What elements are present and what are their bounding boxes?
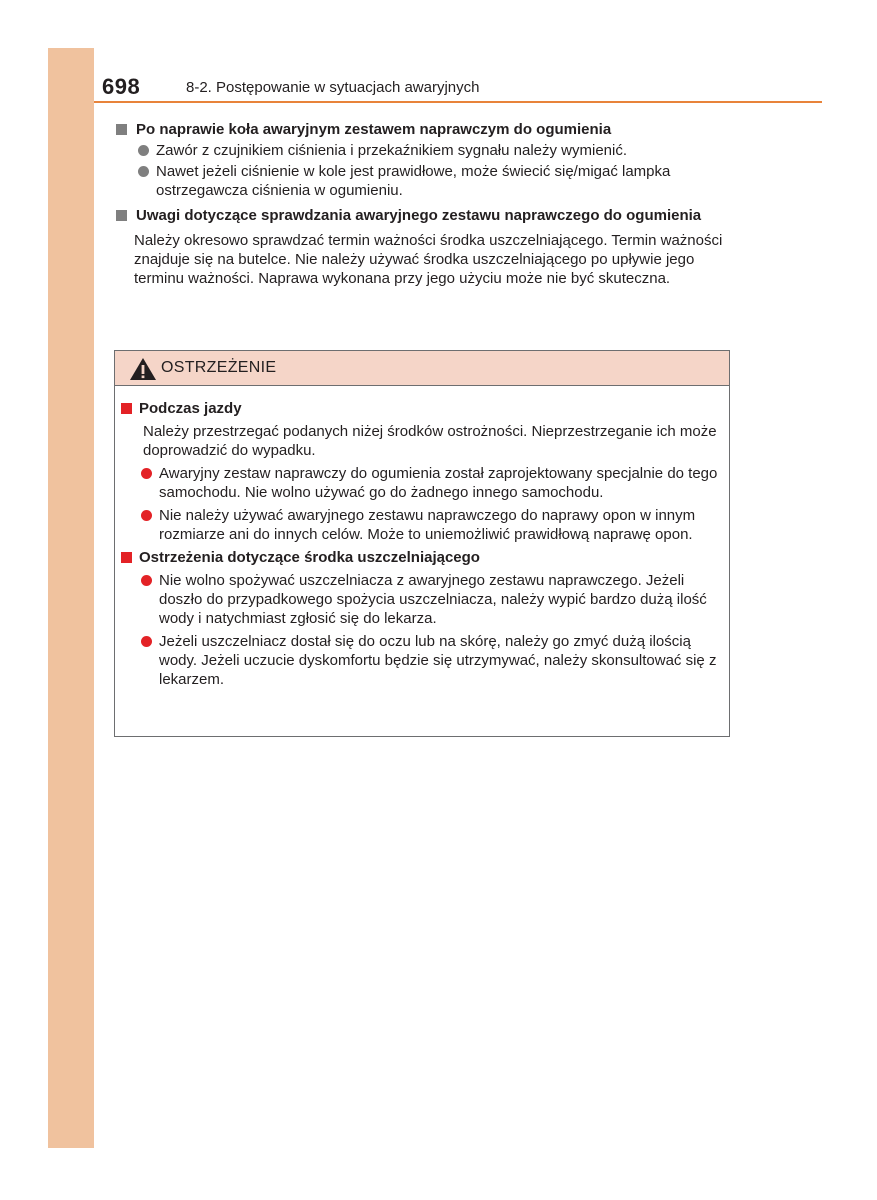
list-item: Nie wolno spożywać uszczelniacza z awaryjnego zestawu naprawczego. Jeżeli doszło do przypadkowego spożycia uszczelniacza, należy wypić bardzo dużą ilość wody i natychmiast zgłosić się do lekarza. (121, 571, 721, 628)
warning-body (121, 399, 721, 689)
section-heading: Po naprawie koła awaryjnym zestawem naprawczym do ogumienia (114, 120, 732, 139)
warning-box (114, 350, 730, 737)
warning-triangle-icon (129, 357, 157, 381)
section-paragraph: Należy okresowo sprawdzać termin ważności środka uszczelniającego. Termin ważności znajduje się na butelce. Nie należy używać środka uszczelniającego po upływie jego terminu ważności. Naprawa wykonana przy jego użyciu może nie być skuteczna. (134, 232, 723, 287)
list-item: Nawet jeżeli ciśnienie w kole jest prawidłowe, może świecić się/migać lampka ostrzegawcza ciśnienia w ogumieniu. (114, 162, 732, 200)
warning-heading: Podczas jazdy (121, 399, 721, 418)
red-bullet-icon (141, 468, 152, 479)
list-item: Zawór z czujnikiem ciśnienia i przekaźnikiem sygnału należy wymienić. (114, 141, 732, 160)
list-item: Awaryjny zestaw naprawczy do ogumienia został zaprojektowany specjalnie do tego samochodu. Nie wolno używać go do żadnego innego samochodu. (121, 464, 721, 502)
header-rule (94, 101, 822, 103)
warning-header (115, 351, 729, 386)
red-bullet-icon (141, 575, 152, 586)
red-square-icon (121, 403, 132, 414)
chapter-title: 8-2. Postępowanie w sytuacjach awaryjnych (186, 79, 480, 96)
red-square-icon (121, 552, 132, 563)
list-item: Nie należy używać awaryjnego zestawu naprawczego do naprawy opon w innym rozmiarze ani do innych celów. Może to uniemożliwić prawidłową naprawę opon. (121, 506, 721, 544)
page-number: 698 (102, 74, 141, 99)
section-heading: Uwagi dotyczące sprawdzania awaryjnego zestawu naprawczego do ogumienia (114, 206, 732, 225)
warning-heading: Ostrzeżenia dotyczące środka uszczelniającego (121, 548, 721, 567)
gray-bullet-icon (138, 166, 149, 177)
gray-square-icon (116, 124, 127, 135)
warning-paragraph: Należy przestrzegać podanych niżej środków ostrożności. Nieprzestrzeganie ich może doprowadzić do wypadku. (143, 423, 717, 459)
side-tab (48, 48, 94, 1148)
main-content (114, 120, 732, 288)
gray-bullet-icon (138, 145, 149, 156)
list-item: Jeżeli uszczelniacz dostał się do oczu lub na skórę, należy go zmyć dużą ilością wody. Jeżeli uczucie dyskomfortu będzie się utrzymywać, należy skonsultować się z lekarzem. (121, 632, 721, 689)
warning-title: OSTRZEŻENIE (161, 359, 277, 376)
red-bullet-icon (141, 636, 152, 647)
gray-square-icon (116, 210, 127, 221)
red-bullet-icon (141, 510, 152, 521)
